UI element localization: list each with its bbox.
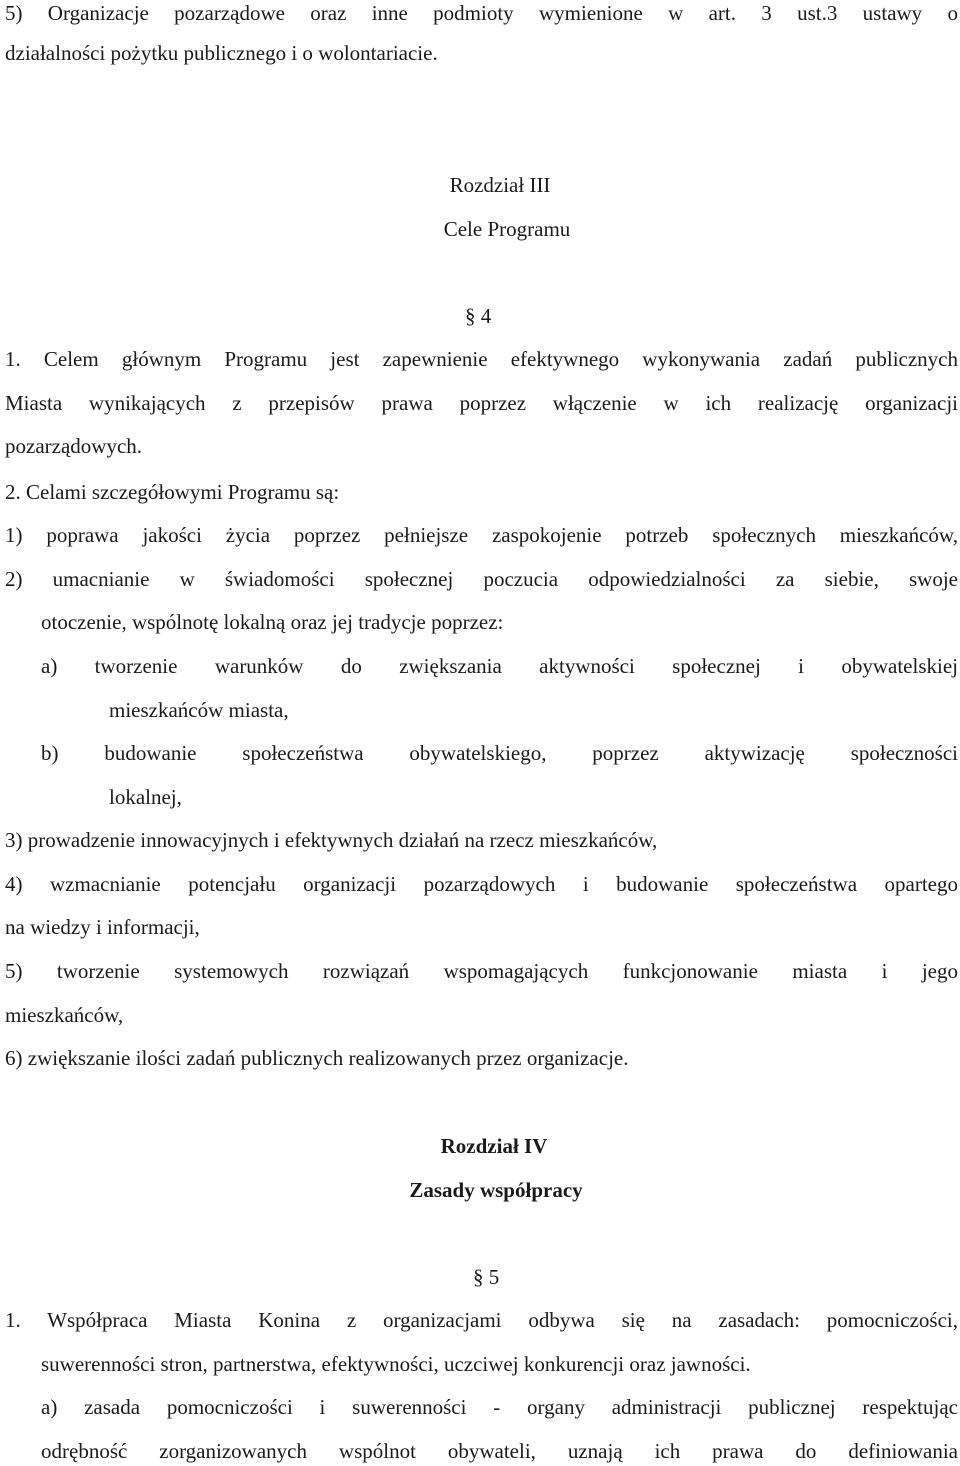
goal-main-line-2: Miasta wynikających z przepisów prawa poprzez włączenie w ich realizację organizacji [5, 391, 958, 415]
goal-5-line-1: 5) tworzenie systemowych rozwiązań wspomagających funkcjonowanie miasta i jego [5, 959, 958, 983]
principle-a-line-1: a) zasada pomocniczości i suwerenności - organy administracji publicznej respektując [41, 1395, 958, 1419]
goal-2-line-2: otoczenie, wspólnotę lokalną oraz jej tradycje poprzez: [41, 610, 504, 634]
goal-3: 3) prowadzenie innowacyjnych i efektywnych działań na rzecz mieszkańców, [5, 828, 658, 852]
principles-line-1: 1. Współpraca Miasta Konina z organizacjami odbywa się na zasadach: pomocniczości, [5, 1308, 958, 1332]
chapter-3-subtitle: Cele Programu [443, 217, 571, 241]
goal-5-line-2: mieszkańców, [5, 1003, 124, 1027]
goal-2a-line-1: a) tworzenie warunków do zwiększania aktywności społecznej i obywatelskiej [41, 654, 958, 678]
principles-line-2: suwerenności stron, partnerstwa, efektywności, uczciwej konkurencji oraz jawności. [41, 1352, 751, 1376]
principle-a-line-2: odrębność zorganizowanych wspólnot obywateli, uznają ich prawa do definiowania [41, 1439, 958, 1463]
goal-main-line-1: 1. Celem głównym Programu jest zapewnienie efektywnego wykonywania zadań publicznych [5, 347, 958, 371]
goal-main-line-3: pozarządowych. [5, 434, 143, 458]
section-symbol-4: § 4 [465, 304, 492, 328]
goal-2a-line-2: mieszkańców miasta, [109, 698, 289, 722]
goal-1: 1) poprawa jakości życia poprzez pełniejsze zaspokojenie potrzeb społecznych mieszkańców, [5, 523, 958, 547]
chapter-3-title: Rozdział III [449, 173, 551, 197]
goal-4-line-1: 4) wzmacnianie potencjału organizacji pozarządowych i budowanie społeczeństwa opartego [5, 872, 958, 896]
specific-goals-intro: 2. Celami szczegółowymi Programu są: [5, 480, 340, 504]
goal-2-line-1: 2) umacnianie w świadomości społecznej poczucia odpowiedzialności za siebie, swoje [5, 567, 958, 591]
goal-2b-line-1: b) budowanie społeczeństwa obywatelskiego, poprzez aktywizację społeczności [41, 741, 958, 765]
goal-2b-line-2: lokalnej, [109, 785, 182, 809]
goal-4-line-2: na wiedzy i informacji, [5, 915, 200, 939]
chapter-4-subtitle: Zasady współpracy [409, 1178, 583, 1202]
item-5-line-2: działalności pożytku publicznego i o wolontariacie. [5, 41, 438, 65]
item-5-line-1: 5) Organizacje pozarządowe oraz inne podmioty wymienione w art. 3 ust.3 ustawy o [5, 1, 958, 25]
chapter-4-title: Rozdział IV [440, 1134, 548, 1158]
goal-6: 6) zwiększanie ilości zadań publicznych realizowanych przez organizacje. [5, 1046, 629, 1070]
section-symbol-5: § 5 [473, 1265, 500, 1289]
